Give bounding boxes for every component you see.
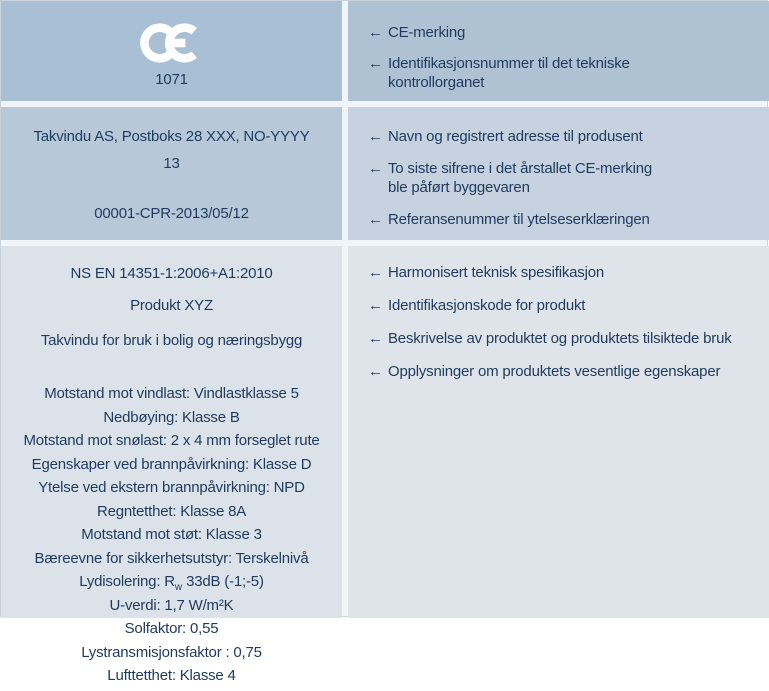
annotation-label: Opplysninger om produktets vesentlige egenskaper xyxy=(388,363,721,380)
left-arrow-icon: ← xyxy=(368,55,383,72)
dop-reference-number: 00001-CPR-2013/05/12 xyxy=(94,205,249,222)
property-line: Solfaktor: 0,55 xyxy=(124,620,219,637)
annotation-label: Navn og registrert adresse til produsent xyxy=(388,128,643,145)
annotation-description xyxy=(368,329,761,348)
left-arrow-icon: ← xyxy=(368,363,383,380)
annotation-year xyxy=(368,159,761,197)
property-line: Motstand mot snølast: 2 x 4 mm forseglet rute xyxy=(23,432,320,449)
annotation-label: CE-merking xyxy=(388,24,466,41)
annotation-label: To siste sifrene i det årstallet CE-merking ble påført byggevaren xyxy=(388,160,653,196)
property-line: Motstand mot støt: Klasse 3 xyxy=(81,526,262,543)
ce-mark-icon xyxy=(140,22,204,64)
left-arrow-icon: ← xyxy=(368,160,383,177)
left-arrow-icon: ← xyxy=(368,264,383,281)
left-arrow-icon: ← xyxy=(368,128,383,145)
property-line: Egenskaper ved brannpåvirkning: Klasse D xyxy=(31,455,312,473)
property-line: Lufttetthet: Klasse 4 xyxy=(107,667,236,684)
annotation-dop-reference xyxy=(368,210,761,229)
annotation-standard xyxy=(368,263,761,282)
ce-year: 13 xyxy=(163,155,180,172)
producer-info-cell xyxy=(1,107,342,240)
annotation-label: Beskrivelse av produktet og produktets tilsiktede bruk xyxy=(388,330,732,347)
performance-list xyxy=(23,385,319,691)
ce-mark-cell xyxy=(1,1,342,101)
left-arrow-icon: ← xyxy=(368,24,383,41)
product-spec-cell xyxy=(1,246,342,684)
property-line: Motstand mot vindlast: Vindlastklasse 5 xyxy=(44,385,299,402)
annotation-label: Referansenummer til ytelseserklæringen xyxy=(388,211,650,228)
left-arrow-icon: ← xyxy=(368,330,383,347)
row1-annotations xyxy=(348,1,769,101)
property-line: U-verdi: 1,7 W/m²K xyxy=(109,596,234,614)
left-arrow-icon: ← xyxy=(368,297,383,314)
property-line: Lystransmisjonsfaktor : 0,75 xyxy=(81,643,262,661)
property-line: Nedbøying: Klasse B xyxy=(103,408,240,426)
producer-address: Takvindu AS, Postboks 28 XXX, NO-YYYY xyxy=(33,128,310,145)
annotation-product-id xyxy=(368,296,761,315)
annotation-label: Harmonisert teknisk spesifikasjon xyxy=(388,264,604,281)
annotation-notified-body xyxy=(368,54,761,92)
product-id: Produkt XYZ xyxy=(130,297,213,314)
annotation-producer xyxy=(368,127,761,146)
property-line: Lydisolering: $R_w$ 33dB (-1;-5) xyxy=(79,573,264,593)
row3-annotations xyxy=(348,246,769,618)
annotation-essential-characteristics xyxy=(368,362,761,381)
left-arrow-icon: ← xyxy=(368,211,383,228)
product-description: Takvindu for bruk i bolig og næringsbygg xyxy=(40,332,303,349)
harmonised-standard: NS EN 14351-1:2006+A1:2010 xyxy=(70,265,273,282)
property-line: Bæreevne for sikkerhetsutstyr: Terskelnivå xyxy=(34,549,309,567)
annotation-ce-marking xyxy=(368,23,761,42)
annotation-label: Identifikasjonskode for produkt xyxy=(388,297,586,314)
annotation-label: Identifikasjonsnummer til det tekniske kontrollorganet xyxy=(388,55,630,91)
property-line: Regntetthet: Klasse 8A xyxy=(96,502,247,520)
row2-annotations xyxy=(348,107,769,240)
property-line: Ytelse ved ekstern brannpåvirkning: NPD xyxy=(38,479,305,496)
notified-body-number: 1071 xyxy=(155,71,188,88)
